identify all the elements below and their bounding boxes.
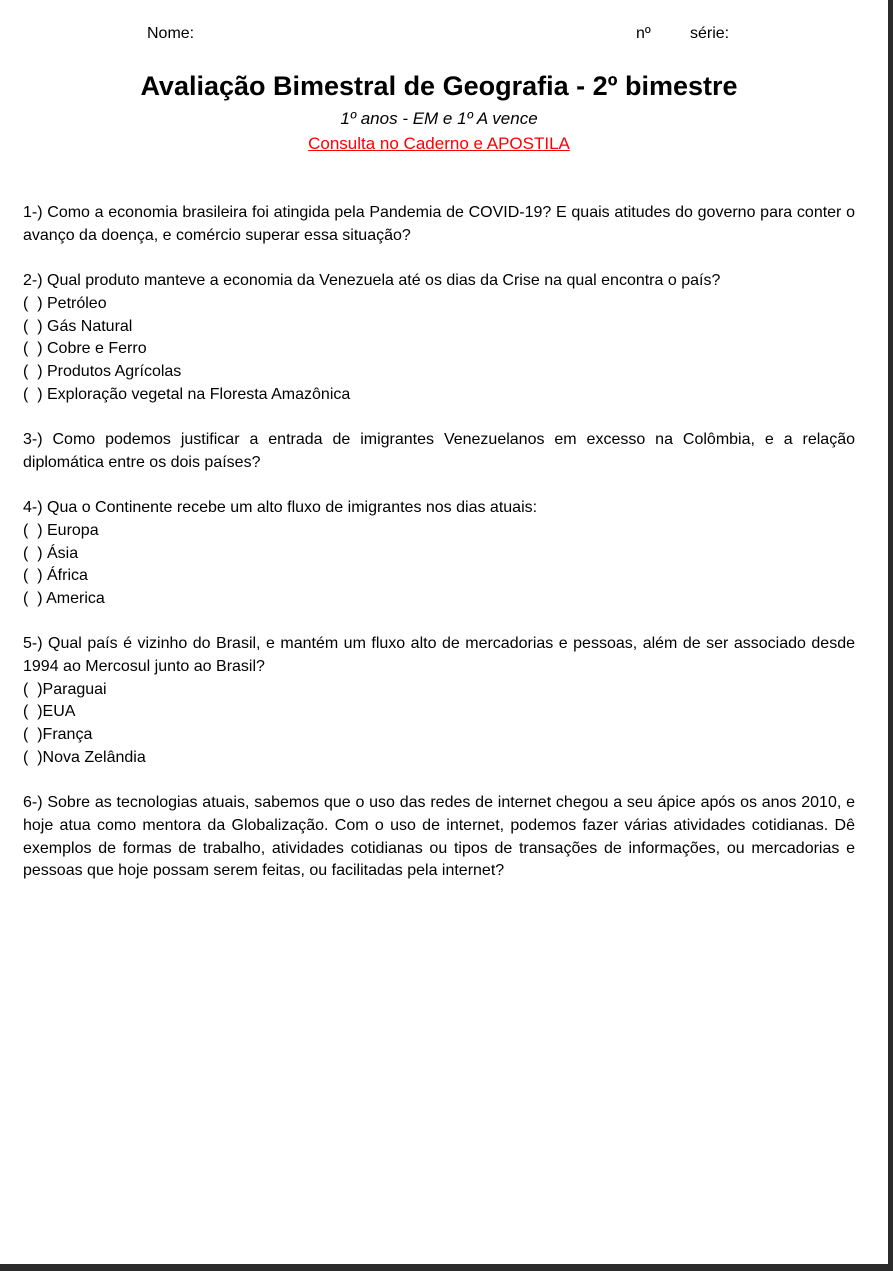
option-item: ( )Paraguai [23, 680, 107, 698]
option-item: ( ) America [23, 589, 105, 607]
question-text: 5-) Qual país é vizinho do Brasil, e mantém um fluxo alto de mercadorias e pessoas, além de ser associado desde 1994 ao Mercosul junto ao Brasil? [23, 635, 855, 675]
option-item: ( )França [23, 726, 93, 744]
question-4 [23, 497, 855, 611]
numero-label: nº [636, 25, 651, 42]
option-item: ( ) Gás Natural [23, 317, 133, 335]
question-3 [23, 429, 855, 474]
question-text: 2-) Qual produto manteve a economia da Venezuela até os dias da Crise na qual encontra o país? [23, 272, 721, 290]
serie-label: série: [690, 25, 730, 42]
question-text: 1-) Como a economia brasileira foi atingida pela Pandemia de COVID-19? E quais atitudes do governo para conter o avanço da doença, e comércio superar essa situação? [23, 204, 855, 244]
option-item: ( ) Petróleo [23, 294, 107, 312]
page-edge-bottom [0, 1264, 893, 1271]
consult-note: Consulta no Caderno e APOSTILA [308, 134, 570, 153]
page-subtitle: 1º anos - EM e 1º A vence [340, 109, 538, 128]
page-edge-right [888, 0, 893, 1271]
question-text: 3-) Como podemos justificar a entrada de imigrantes Venezuelanos em excesso na Colômbia, e a relação diplomática entre os dois países? [23, 431, 855, 471]
option-item: ( ) Ásia [23, 544, 79, 562]
question-text: 6-) Sobre as tecnologias atuais, sabemos que o uso das redes de internet chegou a seu ápice após os anos 2010, e hoje atua como mentora da Globalização. Com o uso de internet, podemos fazer várias atividades cotidianas. Dê exemplos de formas de trabalho, atividades cotidianas ou tipos de transações de informações, ou mercadorias e pessoas que hoje possam serem feitas, ou facilitadas pela internet? [23, 794, 855, 880]
option-item: ( ) África [23, 567, 88, 585]
option-item: ( ) Europa [23, 521, 99, 539]
question-2 [23, 270, 855, 406]
option-item: ( ) Exploração vegetal na Floresta Amazônica [23, 385, 351, 403]
question-text: 4-) Qua o Continente recebe um alto fluxo de imigrantes nos dias atuais: [23, 499, 538, 517]
questions-section [23, 202, 855, 906]
question-1 [23, 202, 855, 247]
option-item: ( )EUA [23, 703, 76, 721]
nome-label: Nome: [147, 25, 195, 42]
option-item: ( )Nova Zelândia [23, 748, 146, 766]
page-title: Avaliação Bimestral de Geografia - 2º bimestre [140, 71, 738, 101]
option-item: ( ) Produtos Agrícolas [23, 362, 182, 380]
option-item: ( ) Cobre e Ferro [23, 340, 147, 358]
question-6 [23, 792, 855, 883]
question-5 [23, 633, 855, 769]
